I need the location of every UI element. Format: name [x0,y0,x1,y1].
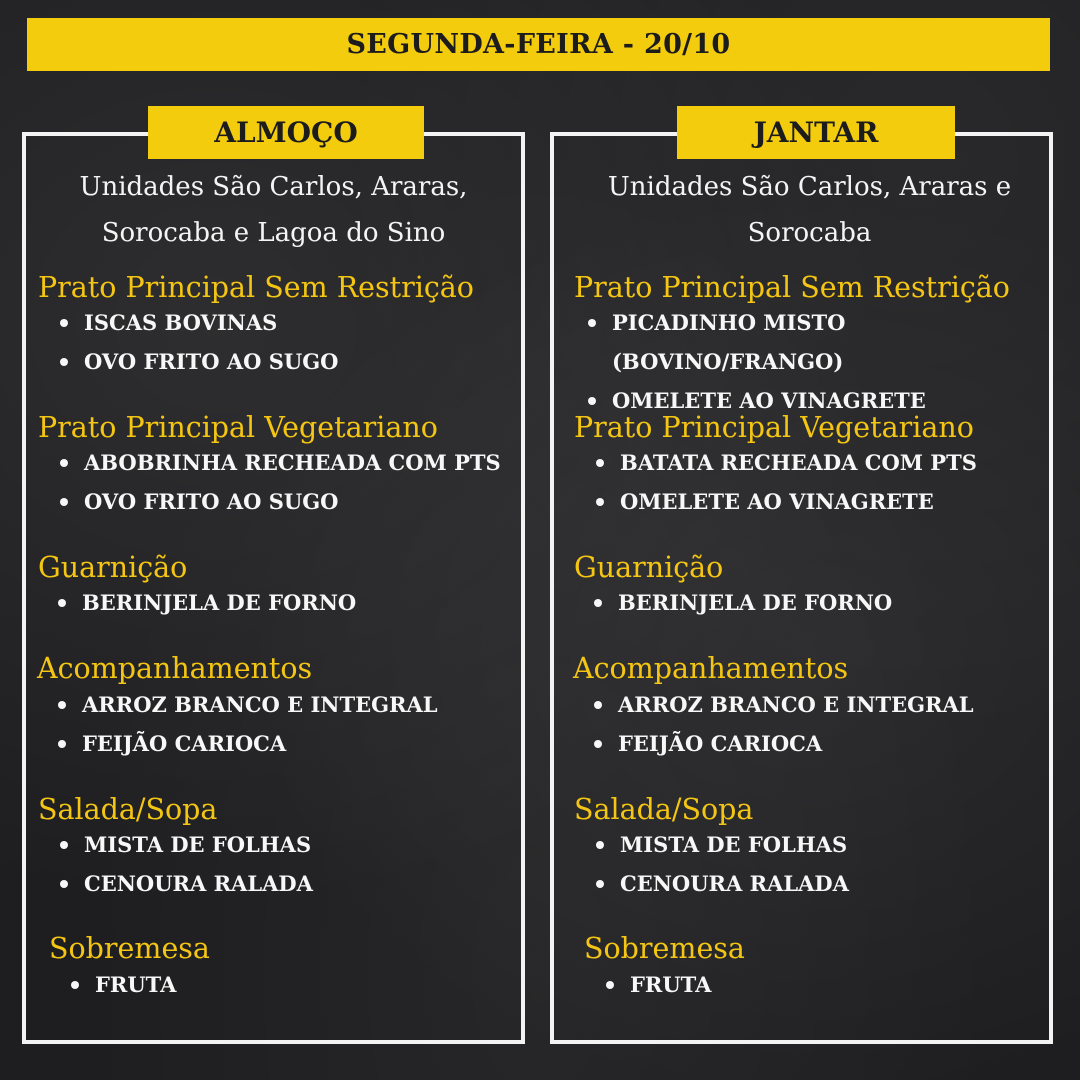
dinner-section-title: Sobremesa [584,932,745,965]
dinner-menu-item: OMELETE AO VINAGRETE [612,388,926,413]
lunch-section-title: Salada/Sopa [38,793,218,826]
lunch-menu-item: OVO FRITO AO SUGO [84,489,339,514]
bullet-icon [60,319,68,327]
dinner-units [558,164,1061,256]
bullet-icon [596,459,604,467]
lunch-menu-item: FEIJÃO CARIOCA [82,731,287,756]
bullet-icon [71,981,79,989]
dinner-section-title: Prato Principal Sem Restrição [574,271,1010,304]
bullet-icon [60,358,68,366]
dinner-menu-item: MISTA DE FOLHAS [620,832,848,857]
lunch-units [22,164,525,256]
bullet-icon [588,397,596,405]
lunch-section-title: Prato Principal Sem Restrição [38,271,474,304]
lunch-panel [22,132,525,1044]
bullet-icon [58,599,66,607]
dinner-section-title: Prato Principal Vegetariano [574,411,974,444]
dinner-menu-item: OMELETE AO VINAGRETE [620,489,934,514]
bullet-icon [596,841,604,849]
bullet-icon [60,459,68,467]
lunch-menu-item: MISTA DE FOLHAS [84,832,312,857]
lunch-tab [148,106,424,159]
lunch-menu-item: CENOURA RALADA [84,871,313,896]
lunch-menu-item: FRUTA [95,972,177,997]
bullet-icon [58,701,66,709]
lunch-section-title: Prato Principal Vegetariano [38,411,438,444]
dinner-units-line1: Unidades São Carlos, Araras e [607,172,1012,202]
dinner-menu-item: ARROZ BRANCO E INTEGRAL [618,692,974,717]
dinner-panel [550,132,1053,1044]
dinner-menu-item: FRUTA [630,972,712,997]
dinner-section-title: Acompanhamentos [573,652,849,685]
date-banner [27,18,1050,71]
lunch-units-line2: Sorocaba e Lagoa do Sino [101,218,446,248]
bullet-icon [594,599,602,607]
lunch-menu-item: ISCAS BOVINAS [84,310,278,335]
lunch-units-line1: Unidades São Carlos, Araras, [79,172,468,202]
bullet-icon [60,841,68,849]
dinner-menu-item: BATATA RECHEADA COM PTS [620,450,977,475]
dinner-units-line2: Sorocaba [747,218,872,248]
bullet-icon [596,498,604,506]
dinner-menu-item: PICADINHO MISTO [612,310,846,335]
bullet-icon [58,740,66,748]
dinner-menu-item: FEIJÃO CARIOCA [618,731,823,756]
lunch-menu-item: ARROZ BRANCO E INTEGRAL [82,692,438,717]
dinner-menu-item: CENOURA RALADA [620,871,849,896]
bullet-icon [596,880,604,888]
lunch-menu-item: ABOBRINHA RECHEADA COM PTS [84,450,501,475]
dinner-tab [677,106,955,159]
date-title: SEGUNDA-FEIRA - 20/10 [346,29,731,60]
dinner-section-title: Salada/Sopa [574,793,754,826]
lunch-menu-item: OVO FRITO AO SUGO [84,349,339,374]
bullet-icon [588,319,596,327]
lunch-section-title: Acompanhamentos [37,652,313,685]
bullet-icon [606,981,614,989]
lunch-menu-item: BERINJELA DE FORNO [82,590,357,615]
dinner-tab-label: JANTAR [753,116,879,149]
dinner-menu-item: (BOVINO/FRANGO) [612,349,844,374]
bullet-icon [594,740,602,748]
lunch-section-title: Sobremesa [49,932,210,965]
lunch-section-title: Guarnição [38,551,188,584]
dinner-section-title: Guarnição [574,551,724,584]
bullet-icon [60,498,68,506]
lunch-tab-label: ALMOÇO [214,116,358,149]
bullet-icon [594,701,602,709]
dinner-menu-item: BERINJELA DE FORNO [618,590,893,615]
bullet-icon [60,880,68,888]
